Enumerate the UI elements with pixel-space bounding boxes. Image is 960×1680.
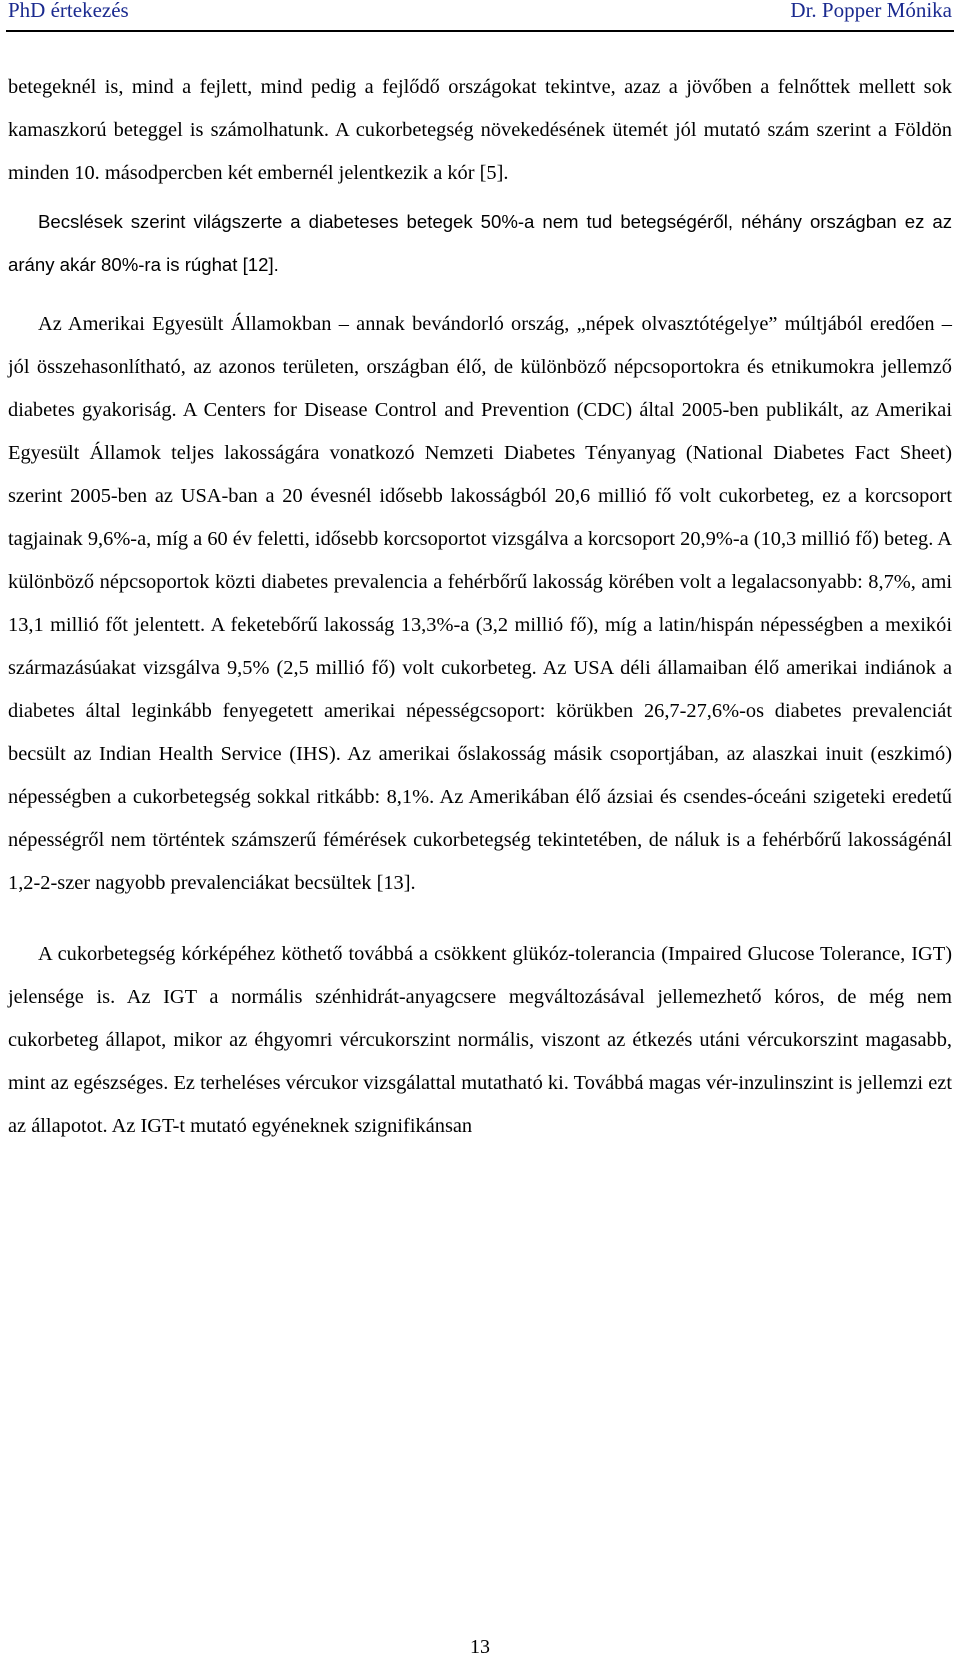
header-divider <box>6 30 954 32</box>
header-author: Dr. Popper Mónika <box>790 0 952 22</box>
paragraph-2: Becslések szerint világszerte a diabeteses betegek 50%-a nem tud betegségéről, néhány országban ez az arány akár 80%-ra is rúghat [12]. <box>8 211 952 275</box>
document-body <box>8 66 952 1148</box>
header-title: PhD értekezés <box>8 0 129 22</box>
page-number: 13 <box>470 1636 490 1658</box>
running-header <box>8 0 952 31</box>
paragraph-3: Az Amerikai Egyesült Államokban – annak bevándorló ország, „népek olvasztótégelye” múltjából eredően – jól összehasonlítható, az azonos területen, országban élő, de különböző népcsoportokra és etnikumokra jellemző diabetes gyakoriság. A Centers for Disease Control and Prevention (CDC) által 2005-ben publikált, az Amerikai Egyesült Államok teljes lakosságára vonatkozó Nemzeti Diabetes Tényanyag (National Diabetes Fact Sheet) szerint 2005-ben az USA-ban a 20 évesnél idősebb lakosságból 20,6 millió fő volt cukorbeteg, ez a korcsoport tagjainak 9,6%-a, míg a 60 év feletti, idősebb korcsoportot vizsgálva a korcsoport 20,9%-a (10,3 millió fő) beteg. A különböző népcsoportok közti diabetes prevalencia a fehérbőrű lakosság körében volt a legalacsonyabb: 8,7%, ami 13,1 millió főt jelentett. A feketebőrű lakosság 13,3%-a (3,2 millió fő), míg a latin/hispán népességben a mexikói származásúakat vizsgálva 9,5% (2,5 millió fő) volt cukorbeteg. Az USA déli államaiban élő amerikai indiánok a diabetes által leginkább fenyegetett amerikai népességcsoport: körükben 26,7-27,6%-os diabetes prevalenciát becsült az Indian Health Service (IHS). Az amerikai őslakosság másik csoportjában, az alaszkai inuit (eszkimó) népességben a cukorbetegség sokkal ritkább: 8,1%. Az Amerikában élő ázsiai és csendes-óceáni szigeteki eredetű népességről nem történtek számszerű fémérések cukorbetegség tekintetében, de náluk is a fehérbőrű lakosságénál 1,2-2-szer nagyobb prevalenciákat becsültek [13]. <box>8 313 952 894</box>
paragraph-1: betegeknél is, mind a fejlett, mind pedig a fejlődő országokat tekintve, azaz a jövőben a felnőttek mellett sok kamaszkorú beteggel is számolhatunk. A cukorbetegség növekedésének ütemét jól mutató szám szerint a Földön minden 10. másodpercben két embernél jelentkezik a kór [5]. <box>8 76 952 184</box>
paragraph-4: A cukorbetegség kórképéhez köthető továbbá a csökkent glükóz-tolerancia (Impaired Glucose Tolerance, IGT) jelensége is. Az IGT a normális szénhidrát-anyagcsere megváltozásával jellemezhető kóros, de még nem cukorbeteg állapot, mikor az éhgyomri vércukorszint normális, viszont az étkezés utáni vércukorszint magasabb, mint az egészséges. Ez terheléses vércukor vizsgálattal mutatható ki. Továbbá magas vér-inzulinszint is jellemzi ezt az állapotot. Az IGT-t mutató egyéneknek szignifikánsan <box>8 943 952 1137</box>
